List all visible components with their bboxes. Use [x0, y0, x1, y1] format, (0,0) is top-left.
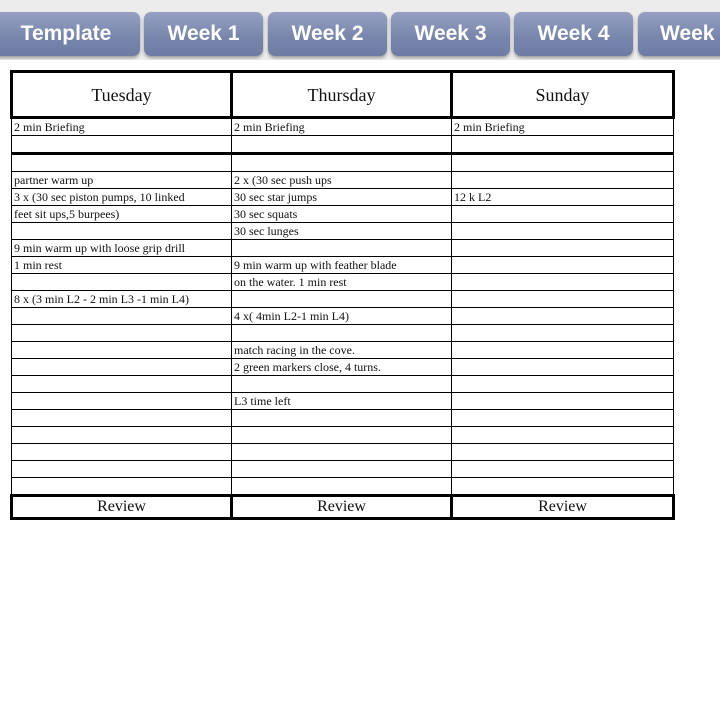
cell-thursday[interactable] [232, 376, 452, 393]
cell-thursday[interactable] [232, 461, 452, 478]
cell-thursday[interactable] [232, 291, 452, 308]
table-row [12, 291, 674, 308]
table-row [12, 154, 674, 172]
cell-thursday[interactable] [232, 410, 452, 427]
table-row [12, 376, 674, 393]
cell-tuesday[interactable] [12, 325, 232, 342]
tab-week-1[interactable]: Week 1 [144, 12, 263, 56]
cell-thursday[interactable] [232, 325, 452, 342]
table-row [12, 342, 674, 359]
cell-tuesday[interactable] [12, 393, 232, 410]
cell-sunday[interactable] [452, 461, 674, 478]
cell-sunday[interactable] [452, 257, 674, 274]
cell-tuesday[interactable] [12, 478, 232, 496]
table-row [12, 223, 674, 240]
cell-tuesday[interactable]: 1 min rest [12, 257, 232, 274]
table-row [12, 206, 674, 223]
cell-tuesday[interactable] [12, 154, 232, 172]
cell-thursday[interactable] [232, 478, 452, 496]
cell-tuesday[interactable]: 2 min Briefing [12, 118, 232, 136]
cell-thursday[interactable]: 2 green markers close, 4 turns. [232, 359, 452, 376]
table-row [12, 308, 674, 325]
cell-sunday[interactable] [452, 308, 674, 325]
tab-template[interactable]: Template [0, 12, 140, 56]
table-row [12, 274, 674, 291]
cell-sunday[interactable] [452, 136, 674, 154]
cell-sunday[interactable] [452, 342, 674, 359]
cell-tuesday[interactable] [12, 223, 232, 240]
cell-tuesday[interactable] [12, 359, 232, 376]
cell-sunday[interactable] [452, 172, 674, 189]
table-row [12, 136, 674, 154]
cell-tuesday[interactable] [12, 444, 232, 461]
cell-tuesday[interactable] [12, 376, 232, 393]
cell-tuesday[interactable]: partner warm up [12, 172, 232, 189]
tab-week-5[interactable]: Week [638, 12, 720, 56]
cell-thursday[interactable] [232, 240, 452, 257]
cell-tuesday[interactable]: 9 min warm up with loose grip drill [12, 240, 232, 257]
cell-sunday[interactable] [452, 154, 674, 172]
schedule-body [12, 118, 674, 496]
column-header-tuesday: Tuesday [12, 72, 232, 118]
cell-thursday[interactable]: on the water. 1 min rest [232, 274, 452, 291]
column-header-thursday: Thursday [232, 72, 452, 118]
table-row [12, 257, 674, 274]
cell-sunday[interactable] [452, 223, 674, 240]
cell-sunday[interactable] [452, 376, 674, 393]
cell-sunday[interactable]: 2 min Briefing [452, 118, 674, 136]
cell-thursday[interactable]: 30 sec lunges [232, 223, 452, 240]
table-row [12, 172, 674, 189]
cell-tuesday[interactable] [12, 461, 232, 478]
cell-sunday[interactable] [452, 291, 674, 308]
cell-thursday[interactable]: 9 min warm up with feather blade [232, 257, 452, 274]
cell-sunday[interactable] [452, 206, 674, 223]
week-tab-bar [0, 0, 720, 60]
cell-thursday[interactable] [232, 427, 452, 444]
cell-thursday[interactable]: 30 sec squats [232, 206, 452, 223]
cell-thursday[interactable]: L3 time left [232, 393, 452, 410]
review-row [12, 496, 674, 519]
cell-tuesday[interactable]: 8 x (3 min L2 - 2 min L3 -1 min L4) [12, 291, 232, 308]
training-schedule-table [10, 70, 675, 520]
cell-sunday[interactable] [452, 325, 674, 342]
column-header-sunday: Sunday [452, 72, 674, 118]
cell-sunday[interactable] [452, 410, 674, 427]
cell-thursday[interactable]: 2 min Briefing [232, 118, 452, 136]
cell-thursday[interactable]: match racing in the cove. [232, 342, 452, 359]
cell-tuesday[interactable] [12, 274, 232, 291]
table-row [12, 478, 674, 496]
cell-sunday[interactable] [452, 274, 674, 291]
cell-thursday[interactable] [232, 154, 452, 172]
cell-tuesday[interactable] [12, 342, 232, 359]
cell-sunday[interactable] [452, 427, 674, 444]
table-row [12, 410, 674, 427]
cell-thursday[interactable]: 2 x (30 sec push ups [232, 172, 452, 189]
cell-sunday[interactable] [452, 240, 674, 257]
cell-tuesday[interactable]: feet sit ups,5 burpees) [12, 206, 232, 223]
tab-week-2[interactable]: Week 2 [268, 12, 387, 56]
cell-tuesday[interactable] [12, 410, 232, 427]
review-cell-tuesday[interactable]: Review [12, 496, 232, 519]
cell-sunday[interactable] [452, 444, 674, 461]
table-row [12, 189, 674, 206]
cell-thursday[interactable]: 30 sec star jumps [232, 189, 452, 206]
cell-sunday[interactable] [452, 359, 674, 376]
table-row [12, 359, 674, 376]
review-cell-thursday[interactable]: Review [232, 496, 452, 519]
table-row [12, 325, 674, 342]
cell-tuesday[interactable] [12, 136, 232, 154]
table-row [12, 427, 674, 444]
tab-week-4[interactable]: Week 4 [514, 12, 633, 56]
cell-sunday[interactable]: 12 k L2 [452, 189, 674, 206]
table-row [12, 240, 674, 257]
table-row [12, 393, 674, 410]
cell-tuesday[interactable]: 3 x (30 sec piston pumps, 10 linked [12, 189, 232, 206]
cell-thursday[interactable]: 4 x( 4min L2-1 min L4) [232, 308, 452, 325]
cell-sunday[interactable] [452, 393, 674, 410]
cell-tuesday[interactable] [12, 427, 232, 444]
header-row [12, 72, 674, 118]
table-row [12, 461, 674, 478]
table-row [12, 444, 674, 461]
table-row [12, 118, 674, 136]
tab-week-3[interactable]: Week 3 [391, 12, 510, 56]
cell-thursday[interactable] [232, 444, 452, 461]
cell-sunday[interactable] [452, 478, 674, 496]
cell-thursday[interactable] [232, 136, 452, 154]
cell-tuesday[interactable] [12, 308, 232, 325]
review-cell-sunday[interactable]: Review [452, 496, 674, 519]
